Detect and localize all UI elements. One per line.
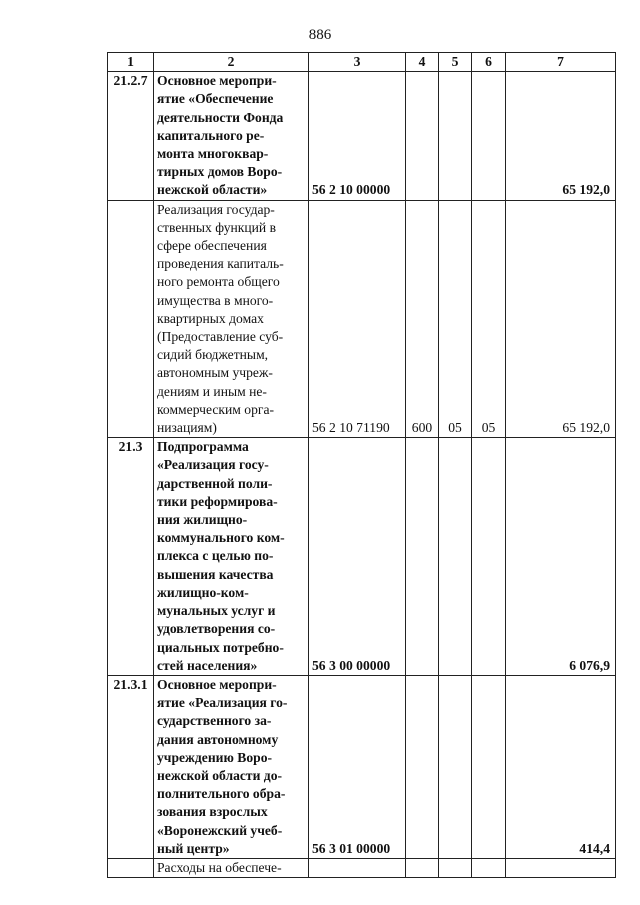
row-name: Основное меропри- ятие «Обеспечение деятельности Фонда капитального ре- монта многоквар- тирных домов Воро- нежской области» — [154, 72, 309, 200]
row-name: Расходы на обеспече- — [154, 858, 309, 877]
table-row — [108, 200, 616, 438]
row-number — [108, 858, 154, 877]
row-pr — [472, 858, 506, 877]
budget-table — [107, 52, 616, 878]
column-header: 3 — [309, 53, 406, 72]
row-number: 21.3.1 — [108, 675, 154, 858]
row-vr: 600 — [406, 200, 439, 438]
row-sum: 414,4 — [506, 675, 616, 858]
column-header: 7 — [506, 53, 616, 72]
row-rz — [439, 72, 472, 200]
page-number: 886 — [308, 27, 332, 43]
row-vr — [406, 858, 439, 877]
row-name: Реализация государ- ственных функций в сфере обеспечения проведения капиталь- ного ремонта общего имущества в много- квартирных домах (Предоставление суб- сидий бюджетным, автономным учреж- дениям и иным не- коммерческим орга- низациям) — [154, 200, 309, 438]
row-rz — [439, 438, 472, 676]
table-row — [108, 858, 616, 877]
row-pr — [472, 72, 506, 200]
column-header: 5 — [439, 53, 472, 72]
row-pr — [472, 675, 506, 858]
row-code: 56 2 10 71190 — [309, 200, 406, 438]
column-header: 4 — [406, 53, 439, 72]
row-number — [108, 200, 154, 438]
row-rz — [439, 675, 472, 858]
row-sum — [506, 858, 616, 877]
row-vr — [406, 675, 439, 858]
row-code: 56 3 01 00000 — [309, 675, 406, 858]
table-row — [108, 72, 616, 200]
row-number: 21.2.7 — [108, 72, 154, 200]
row-code — [309, 858, 406, 877]
column-header: 1 — [108, 53, 154, 72]
table-row — [108, 438, 616, 676]
row-vr — [406, 438, 439, 676]
row-rz: 05 — [439, 200, 472, 438]
row-rz — [439, 858, 472, 877]
row-name: Основное меропри- ятие «Реализация го- сударственного за- дания автономному учреждению Воро- нежской области до- полнительного обра- зования взрослых «Воронежский учеб- ный центр» — [154, 675, 309, 858]
row-code: 56 3 00 00000 — [309, 438, 406, 676]
row-sum: 65 192,0 — [506, 72, 616, 200]
table-header-row — [108, 53, 616, 72]
row-sum: 6 076,9 — [506, 438, 616, 676]
row-pr — [472, 438, 506, 676]
row-pr: 05 — [472, 200, 506, 438]
column-header: 6 — [472, 53, 506, 72]
table-row — [108, 675, 616, 858]
row-vr — [406, 72, 439, 200]
row-sum: 65 192,0 — [506, 200, 616, 438]
row-number: 21.3 — [108, 438, 154, 676]
row-name: Подпрограмма «Реализация госу- дарственной поли- тики реформирова- ния жилищно- коммунального ком- плекса с целью по- вышения качества жилищно-ком- мунальных услуг и удовлетворения со- циальных потребно- стей населения» — [154, 438, 309, 676]
row-code: 56 2 10 00000 — [309, 72, 406, 200]
column-header: 2 — [154, 53, 309, 72]
